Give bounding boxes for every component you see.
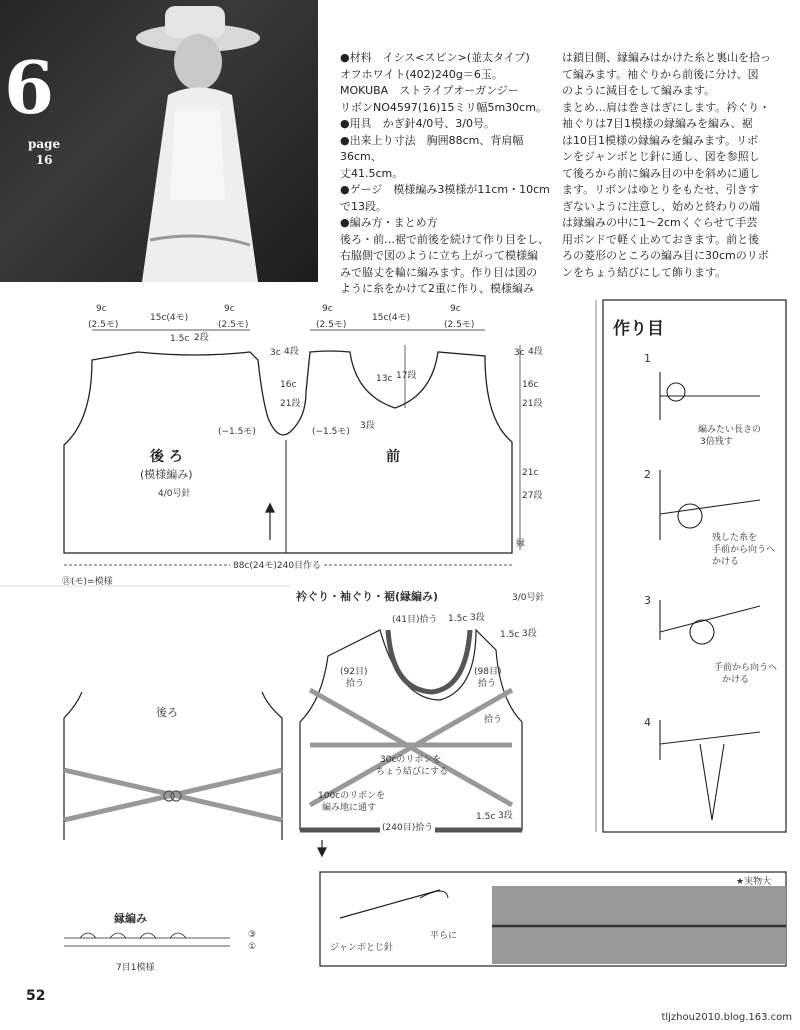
ribbon-100-label: 100cのリボンを [318, 791, 386, 801]
hem-dim: 1.5c [476, 812, 496, 822]
text-line: ように糸をかけて2重に作り、模様編み [340, 282, 534, 295]
text-line: ●用具 かぎ針4/0号、3/0号。 [340, 117, 496, 130]
right-top-dim: 3c [514, 348, 525, 358]
cast-on-note: 残した糸を [712, 533, 758, 543]
cast-on-note: かける [712, 557, 740, 567]
hook-label: 4/0号針 [158, 489, 191, 499]
flat-label: 平らに [430, 931, 458, 941]
dim-label: (2.5モ) [218, 320, 249, 330]
shoulder-left-dim: 1.5c [448, 614, 468, 624]
text-line: ンをちょう結びにして飾ります。 [562, 265, 727, 279]
dim-label: (2.5モ) [444, 320, 475, 330]
arm-left-pick-2: 拾う [346, 679, 365, 689]
text-line: 用ボンドで軽く止めておきます。前と後 [562, 232, 760, 246]
back-label: 後 ろ [150, 449, 183, 465]
right-mid-dim: 16c [522, 380, 539, 390]
right-mid-rows: 21段 [522, 399, 543, 409]
edge-chart-caption: 7目1模様 [116, 963, 155, 973]
dim-label: 15c(4モ) [150, 313, 189, 323]
shoulder-right-rows: 3段 [522, 629, 537, 639]
text-line: ●材料 イシス<スピン>(並太タイプ) [340, 51, 530, 64]
shoulder-dim: 1.5c [170, 334, 190, 344]
right-bottom-rows: 27段 [522, 491, 543, 501]
text-line: オフホワイト(402)240g＝6玉。 [340, 67, 503, 81]
neck-depth-dim: 13c [376, 374, 393, 384]
armhole-depth-rows: 21段 [280, 399, 301, 409]
shoulder-left-rows: 3段 [470, 613, 485, 623]
cast-on-note: 手前から向うへ [714, 663, 778, 673]
page-number: 52 [26, 988, 46, 1004]
text-line: MOKUBA ストライプオーガンジー [340, 84, 519, 97]
edge-hook: 3/0号針 [512, 593, 545, 603]
armhole-top-dim: 3c [270, 348, 281, 358]
text-line: ンをジャンボとじ針に通し、図を参照し [562, 150, 760, 163]
cast-on-title: 作り目 [613, 319, 664, 339]
text-line: みで脇丈を輪に編みます。作り目は図の [340, 265, 538, 279]
dim-label: 9c [224, 304, 235, 314]
edge-chart-row1: ① [248, 942, 257, 952]
ribbon-30-label-2: ちょう結びにする [376, 767, 449, 777]
ribbon-30-label: 30cのリボンを [380, 755, 442, 765]
arm-left-pick: (92目) [340, 667, 368, 677]
hem-label: 縁 [516, 539, 526, 549]
armhole-depth-dim: 16c [280, 380, 297, 390]
pattern-note: ㊟(モ)=模様 [62, 577, 113, 587]
text-line: ●編み方・まとめ方 [340, 216, 438, 229]
text-line: ●ゲージ 模様編み3模様が11cm・10cm [340, 183, 550, 196]
decrease-right: (−1.5モ) [312, 427, 350, 437]
text-line: 右脇側で図のように立ち上がって模様編 [340, 249, 538, 262]
text-line: のように減目をして編みます。 [562, 84, 716, 97]
text-line: て後ろから前に編み目の中を斜めに通し [562, 166, 760, 180]
text-line: 後ろ・前…裾で前後を続けて作り目をし、 [340, 232, 549, 246]
edge-diagram-title: 衿ぐり・袖ぐり・裾(縁編み) [296, 590, 439, 603]
text-line: は10目1模様の縁編みを編みます。リボ [562, 133, 759, 147]
neck-rows: 3段 [360, 421, 375, 431]
edge-back-label: 後ろ [156, 706, 178, 719]
dim-label: 9c [450, 304, 461, 314]
text-line: ます。リボンはゆとりをもたせ、引きす [562, 183, 759, 196]
text-line: て編みます。袖ぐりから前後に分け、図 [562, 67, 759, 81]
step-number: 2 [644, 468, 651, 481]
decrease-left: (−1.5モ) [218, 427, 256, 437]
right-top-rows: 4段 [528, 347, 543, 357]
text-line: まとめ…肩は巻きはぎにします。衿ぐり・ [562, 100, 771, 114]
pattern-number: 6 [4, 45, 55, 130]
ribbon-100-label-2: 編み地に通す [322, 803, 377, 813]
needle-label: ジャンボとじ針 [330, 943, 393, 953]
armhole-top-rows: 4段 [284, 347, 299, 357]
actual-size-label: ★実物大 [736, 877, 772, 887]
text-line: ろの菱形のところの編み目に30cmのリボ [562, 249, 769, 262]
page-ref-number: 16 [35, 153, 53, 167]
dim-label: 9c [322, 304, 333, 314]
neck-pick: (41目)拾う [392, 615, 438, 625]
step-number: 1 [644, 352, 651, 365]
neck-depth-rows: 17段 [396, 371, 417, 381]
cast-on-note: 手前から向うへ [712, 545, 776, 555]
edge-chart-title: 縁編み [114, 912, 147, 925]
text-line: で13段。 [340, 199, 387, 213]
text-line: は鎖目側、縁編みはかけた糸と裏山を拾っ [562, 51, 771, 64]
shoulder-rows: 2段 [194, 333, 209, 343]
dim-label: 9c [96, 304, 107, 314]
dim-label: (2.5モ) [88, 320, 119, 330]
arm-right-pick: (98目) [474, 667, 502, 677]
edge-chart-row3: ③ [248, 930, 257, 940]
cast-on-note: 3倍残す [700, 437, 733, 447]
text-line: 袖ぐりは7目1模様の縁編みを編み、裾 [562, 117, 753, 130]
arm-right-pick-2: 拾う [478, 679, 497, 689]
pattern-label: (模様編み) [140, 468, 193, 481]
text-line: ぎないように注意し、始めと終わりの端 [562, 199, 760, 213]
page-label: page [28, 137, 61, 151]
hem-rows: 3段 [498, 811, 513, 821]
text-line: 丈41.5cm。 [340, 166, 404, 180]
dim-label: 15c(4モ) [372, 313, 411, 323]
step-number: 3 [644, 594, 651, 607]
source-credit: tljzhou2010.blog.163.com [661, 1012, 792, 1023]
hem-pick: (240目)拾う [380, 820, 435, 833]
front-label: 前 [386, 449, 400, 465]
bottom-dim: 88c(24モ)240目作る [230, 558, 324, 571]
text-line: は縁編みの中に1～2cmくぐらせて手芸 [562, 216, 758, 229]
text-line: リボンNO4597(16)15ミリ幅5m30cm。 [340, 100, 547, 114]
step-number: 4 [644, 716, 651, 729]
dim-label: (2.5モ) [316, 320, 347, 330]
right-bottom-dim: 21c [522, 468, 539, 478]
arm-right-pick-3: 拾う [484, 715, 503, 725]
cast-on-note: かける [722, 675, 750, 685]
cast-on-note: 編みたい長さの [698, 425, 762, 435]
shoulder-right-dim: 1.5c [500, 630, 520, 640]
text-line: ●出来上り寸法 胸囲88cm、背肩幅36cm、 [340, 133, 524, 163]
